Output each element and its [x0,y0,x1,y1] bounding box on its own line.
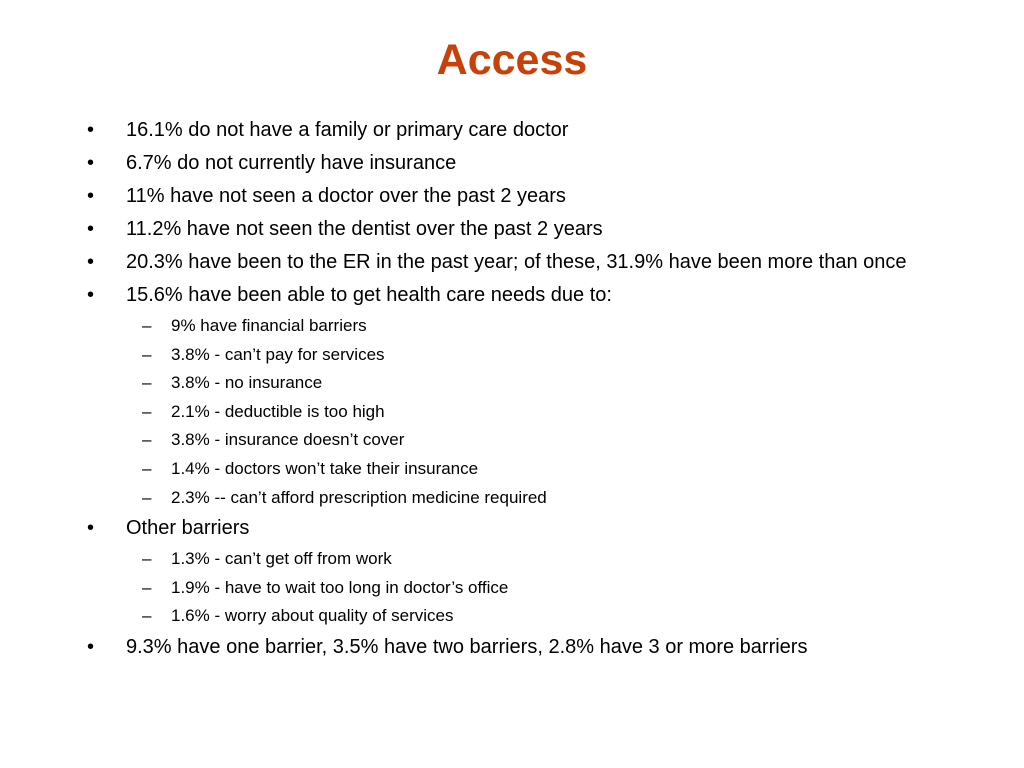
bullet-item [0,633,1024,661]
bullet-item [0,514,1024,542]
bullet-text: 6.7% do not currently have insurance [126,152,457,174]
sub-bullet-text: 1.9% - have to wait too long in doctor’s office [171,577,509,597]
bullet-item [0,215,1024,243]
sub-bullet-text: 2.3% -- can’t afford prescription medicine required [171,487,547,507]
sub-bullet-marker: – [142,606,152,626]
sub-bullet-marker: – [142,458,152,478]
sub-bullet-marker: – [142,344,152,364]
bullet-marker: • [87,284,95,306]
sub-bullet-text: 1.6% - worry about quality of services [171,606,454,626]
bullet-text: Other barriers [126,517,250,540]
sub-bullet-marker: – [142,430,152,450]
sub-bullet-text: 3.8% - can’t pay for services [171,344,385,364]
bullet-text: 9.3% have one barrier, 3.5% have two barriers, 2.8% have 3 or more barriers [126,635,808,658]
bullet-marker: • [87,635,95,658]
sub-bullet-item [0,314,1024,338]
bullet-marker: • [87,218,95,240]
bullet-text: 11% have not seen a doctor over the past 2 years [126,185,566,207]
sub-bullet-item [0,576,1024,600]
sub-bullet-item [0,371,1024,395]
bullet-item [0,281,1024,309]
bullet-text: 15.6% have been able to get health care needs due to: [126,284,612,306]
bullet-text: 20.3% have been to the ER in the past year; of these, 31.9% have been more than once [126,251,907,273]
bullet-marker: • [87,185,95,207]
bullet-text: 16.1% do not have a family or primary care doctor [126,119,569,141]
sub-bullet-item [0,604,1024,628]
sub-bullet-text: 3.8% - insurance doesn’t cover [171,430,405,450]
bullet-marker: • [87,119,95,141]
bullet-item [0,149,1024,177]
sub-bullet-marker: – [142,316,152,335]
sub-bullet-marker: – [142,401,152,421]
sub-bullet-text: 9% have financial barriers [171,316,367,335]
bullet-item [0,116,1024,144]
sub-bullet-text: 1.3% - can’t get off from work [171,549,392,569]
bullet-list [0,116,1024,666]
sub-bullet-text: 1.4% - doctors won’t take their insurance [171,458,479,478]
bullet-marker: • [87,251,95,273]
sub-bullet-marker: – [142,577,152,597]
sub-bullet-item [0,457,1024,481]
sub-bullet-marker: – [142,373,152,393]
bullet-marker: • [87,517,95,540]
sub-bullet-marker: – [142,549,152,569]
slide-title: Access [436,36,588,84]
sub-bullet-item [0,428,1024,452]
bullet-item [0,248,1024,276]
sub-bullet-text: 3.8% - no insurance [171,373,323,393]
bullet-text: 11.2% have not seen the dentist over the past 2 years [126,218,603,240]
sub-bullet-item [0,400,1024,424]
sub-bullet-item [0,486,1024,510]
bullet-marker: • [87,152,95,174]
bullet-item [0,182,1024,210]
sub-bullet-item [0,547,1024,571]
sub-bullet-text: 2.1% - deductible is too high [171,401,385,421]
sub-bullet-item [0,343,1024,367]
sub-bullet-marker: – [142,487,152,507]
